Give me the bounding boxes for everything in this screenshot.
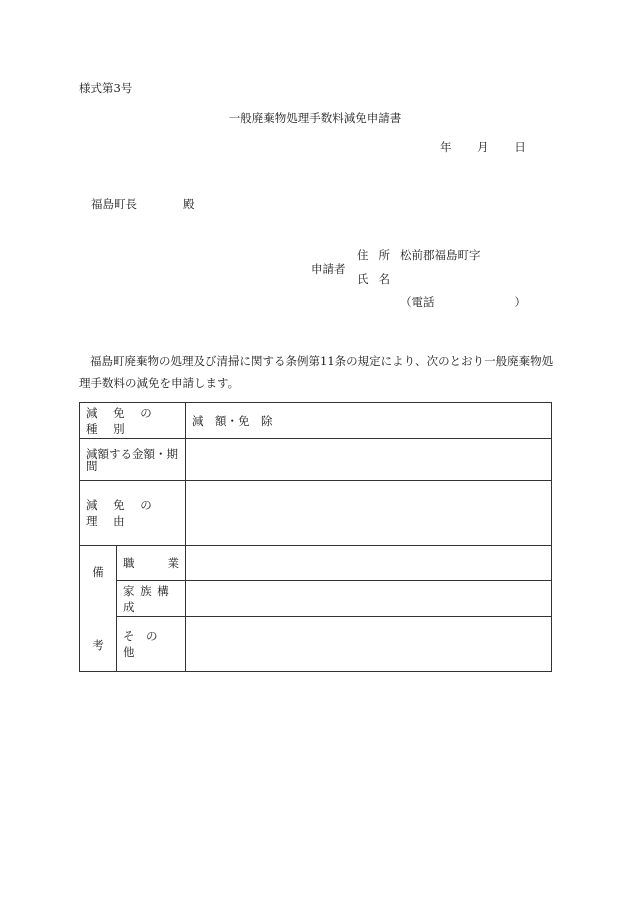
year-label: 年 xyxy=(440,140,452,154)
reduction-type-value[interactable]: 減 額・免 除 xyxy=(186,403,552,439)
phone-close: ） xyxy=(514,295,526,309)
occupation-field[interactable] xyxy=(186,546,552,581)
amount-period-label: 減額する金額・期間 xyxy=(80,439,186,481)
month-label: 月 xyxy=(477,140,489,154)
reason-label: 減 免 の 理 由 xyxy=(80,481,186,546)
name-label-2: 名 xyxy=(378,272,390,286)
occupation-label-left: 職 xyxy=(123,556,135,570)
reduction-type-label: 減 免 の 種 別 xyxy=(80,403,186,439)
form-number: 様式第3号 xyxy=(79,81,133,95)
table-row xyxy=(80,546,552,581)
address-label-2: 所 xyxy=(378,248,390,262)
other-label: そ の 他 xyxy=(117,617,186,672)
phone-open: （電話 xyxy=(400,295,435,309)
day-label: 日 xyxy=(514,140,526,154)
addressee-honorific: 殿 xyxy=(183,197,195,211)
applicant-label: 申請者 xyxy=(311,262,346,276)
table-row xyxy=(80,617,552,672)
table-row xyxy=(80,439,552,481)
form-title: 一般廃棄物処理手数料減免申請書 xyxy=(228,111,402,125)
remarks-label xyxy=(80,546,117,672)
table-row xyxy=(80,403,552,439)
addressee-title: 福島町長 xyxy=(91,197,137,211)
occupation-label xyxy=(117,546,186,581)
date-line xyxy=(440,140,548,154)
phone-row xyxy=(400,295,526,309)
address-row xyxy=(357,248,481,262)
occupation-label-right: 業 xyxy=(167,556,179,570)
reason-field[interactable] xyxy=(186,481,552,546)
name-row xyxy=(357,272,390,286)
table-row xyxy=(80,581,552,617)
amount-period-field[interactable] xyxy=(186,439,552,481)
table-row xyxy=(80,481,552,546)
address-label-1: 住 xyxy=(357,248,369,262)
other-field[interactable] xyxy=(186,617,552,672)
remarks-label-top: 備 xyxy=(92,565,104,579)
remarks-label-bottom: 考 xyxy=(92,638,104,652)
body-text: 福島町廃棄物の処理及び清掃に関する条例第11条の規定により、次のとおり一般廃棄物処理手数料の減免を申請します。 xyxy=(79,354,554,390)
address-value: 松前郡福島町字 xyxy=(400,248,481,262)
family-field[interactable] xyxy=(186,581,552,617)
family-label: 家 族 構 成 xyxy=(117,581,186,617)
addressee xyxy=(91,197,195,211)
application-table xyxy=(79,402,552,672)
name-label-1: 氏 xyxy=(357,272,369,286)
